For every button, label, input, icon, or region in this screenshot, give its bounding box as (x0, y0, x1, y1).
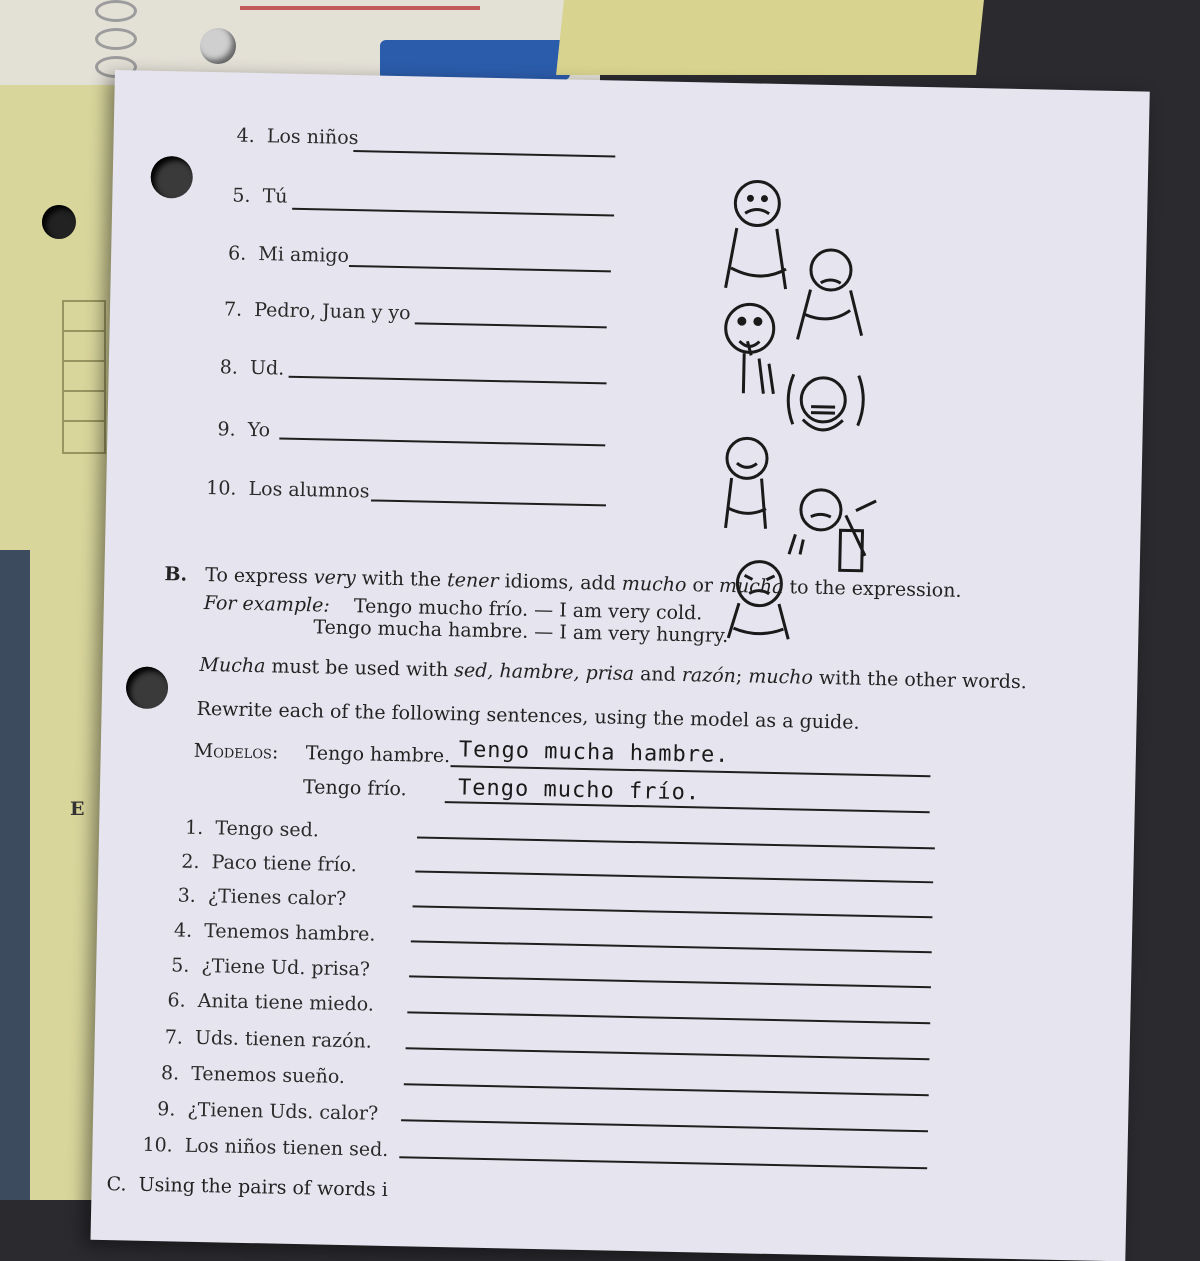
exercise-6 (167, 989, 374, 1015)
exercise-answer-5[interactable] (409, 975, 931, 988)
exercise-text: Tenemos sueño. (190, 1062, 346, 1089)
exercise-answer-1[interactable] (417, 836, 935, 849)
exercise-text: Los niños tienen sed. (184, 1134, 389, 1161)
exercise-number: 8. (160, 1062, 180, 1085)
instruction-text: to the expression. (783, 576, 962, 602)
exercise-number: 2. (181, 850, 200, 873)
part-b-letter: B. (164, 563, 188, 586)
answer-blank-8[interactable] (289, 376, 607, 385)
rule-text: with the other words. (812, 666, 1027, 694)
part-a-item-9 (217, 418, 270, 441)
part-c-letter: C. (106, 1173, 127, 1196)
exercise-number: 1. (184, 816, 204, 840)
exercise-text: Tengo sed. (215, 817, 320, 842)
exercise-number: 9. (157, 1098, 176, 1121)
background-fabric (0, 550, 30, 1200)
part-a-item-7 (224, 298, 411, 324)
rule-text: ; (735, 665, 749, 688)
instruction-emphasis: mucho (621, 572, 687, 597)
exercise-answer-6[interactable] (407, 1011, 930, 1024)
item-number: 4. (236, 124, 256, 147)
part-c-heading (106, 1173, 388, 1201)
exercise-text: Tenemos hambre. (203, 920, 376, 946)
exercise-10 (142, 1134, 388, 1161)
instruction-text: or (686, 574, 720, 597)
exercise-number: 7. (164, 1026, 184, 1049)
part-a-item-10 (206, 477, 370, 502)
worksheet-page (90, 70, 1149, 1261)
rule-emphasis: mucho (748, 665, 814, 689)
exercise-answer-9[interactable] (401, 1119, 928, 1132)
part-a-item-4 (236, 125, 358, 150)
answer-blank-4[interactable] (353, 150, 615, 157)
item-number: 5. (232, 184, 251, 207)
example-line-2: Tengo mucha hambre. — I am very hungry. (313, 616, 729, 647)
example-label: For example: (203, 591, 330, 617)
instruction-text: with the (355, 567, 448, 592)
item-subject: Los alumnos (248, 477, 370, 503)
instruction-text: idioms, add (498, 570, 623, 595)
instruction-emphasis: very (313, 566, 356, 590)
exercise-answer-8[interactable] (404, 1083, 929, 1096)
exercise-number: 5. (171, 954, 190, 977)
exercise-answer-3[interactable] (413, 905, 933, 918)
item-subject: Mi amigo (258, 243, 350, 267)
exercise-3 (177, 884, 346, 910)
punch-hole-middle (126, 666, 169, 709)
part-b-rule (199, 654, 1027, 693)
exercise-2 (181, 851, 357, 877)
exercise-answer-4[interactable] (411, 940, 932, 953)
rule-emphasis: Mucha (199, 653, 266, 678)
background-grid-table (62, 300, 106, 454)
exercise-9 (157, 1098, 378, 1125)
item-subject: Pedro, Juan y yo (254, 298, 411, 325)
model-answer-2: Tengo mucho frío. (457, 775, 701, 806)
instruction-emphasis: tener (446, 569, 499, 593)
item-subject: Tú (262, 185, 288, 208)
example-text: Tengo mucho frío. — I am very cold. (353, 595, 703, 625)
item-number: 6. (227, 242, 247, 265)
exercise-text: ¿Tienen Uds. calor? (187, 1098, 379, 1125)
item-subject: Yo (247, 418, 271, 442)
part-a-item-6 (228, 242, 349, 267)
item-subject: Los niños (266, 125, 359, 150)
item-number: 10. (206, 477, 237, 500)
exercise-answer-7[interactable] (406, 1047, 930, 1060)
rule-text: must be used with (265, 655, 455, 682)
background-yellow-paper-top (556, 0, 984, 75)
part-a-item-5 (232, 184, 288, 207)
part-c-text: Using the pairs of words i (138, 1173, 389, 1201)
exercise-5 (171, 954, 370, 980)
exercise-text: Paco tiene frío. (211, 851, 358, 877)
rule-text: and (633, 663, 683, 687)
exercise-text: Uds. tienen razón. (194, 1026, 373, 1053)
exercise-8 (161, 1062, 345, 1088)
exercise-answer-10[interactable] (399, 1156, 927, 1169)
exercise-answer-2[interactable] (415, 870, 933, 883)
item-number: 9. (217, 418, 236, 441)
rewrite-instruction: Rewrite each of the following sentences, using the model as a guide. (196, 697, 860, 734)
answer-blank-10[interactable] (371, 499, 606, 506)
modelos-label: Modelos: (193, 739, 279, 764)
answer-blank-6[interactable] (349, 265, 611, 272)
exercise-text: ¿Tiene Ud. prisa? (201, 955, 371, 981)
exercise-number: 10. (142, 1133, 173, 1157)
item-number: 8. (219, 356, 239, 379)
exercise-text: Anita tiene miedo. (197, 989, 375, 1016)
notebook-blue-tab (380, 40, 570, 80)
exercise-7 (165, 1026, 373, 1052)
notebook-margin-line (240, 6, 480, 10)
punch-hole-top (150, 156, 193, 199)
answer-blank-5[interactable] (292, 208, 614, 217)
rule-emphasis: sed, hambre, prisa (454, 659, 635, 685)
exercise-1 (185, 817, 319, 842)
exercise-number: 3. (177, 884, 197, 907)
answer-blank-9[interactable] (279, 438, 605, 447)
model-prompt-2: Tengo frío. (302, 776, 407, 801)
rule-emphasis: razón (681, 664, 737, 688)
background-margin-letter: E (70, 798, 85, 820)
model-answer-1: Tengo mucha hambre. (458, 737, 730, 769)
exercise-number: 6. (167, 989, 186, 1012)
exercise-text: ¿Tienes calor? (207, 885, 347, 911)
item-number: 7. (223, 298, 243, 321)
item-subject: Ud. (249, 356, 285, 380)
instruction-emphasis: mucha (718, 574, 784, 599)
background-punch-hole (42, 205, 76, 239)
exercise-number: 4. (173, 919, 193, 942)
part-a-item-8 (220, 356, 285, 379)
answer-blank-7[interactable] (415, 322, 607, 328)
instruction-text: To express (205, 564, 315, 589)
model-prompt-1: Tengo hambre. (305, 742, 451, 768)
exercise-4 (174, 919, 376, 945)
notebook-hole (200, 28, 236, 64)
